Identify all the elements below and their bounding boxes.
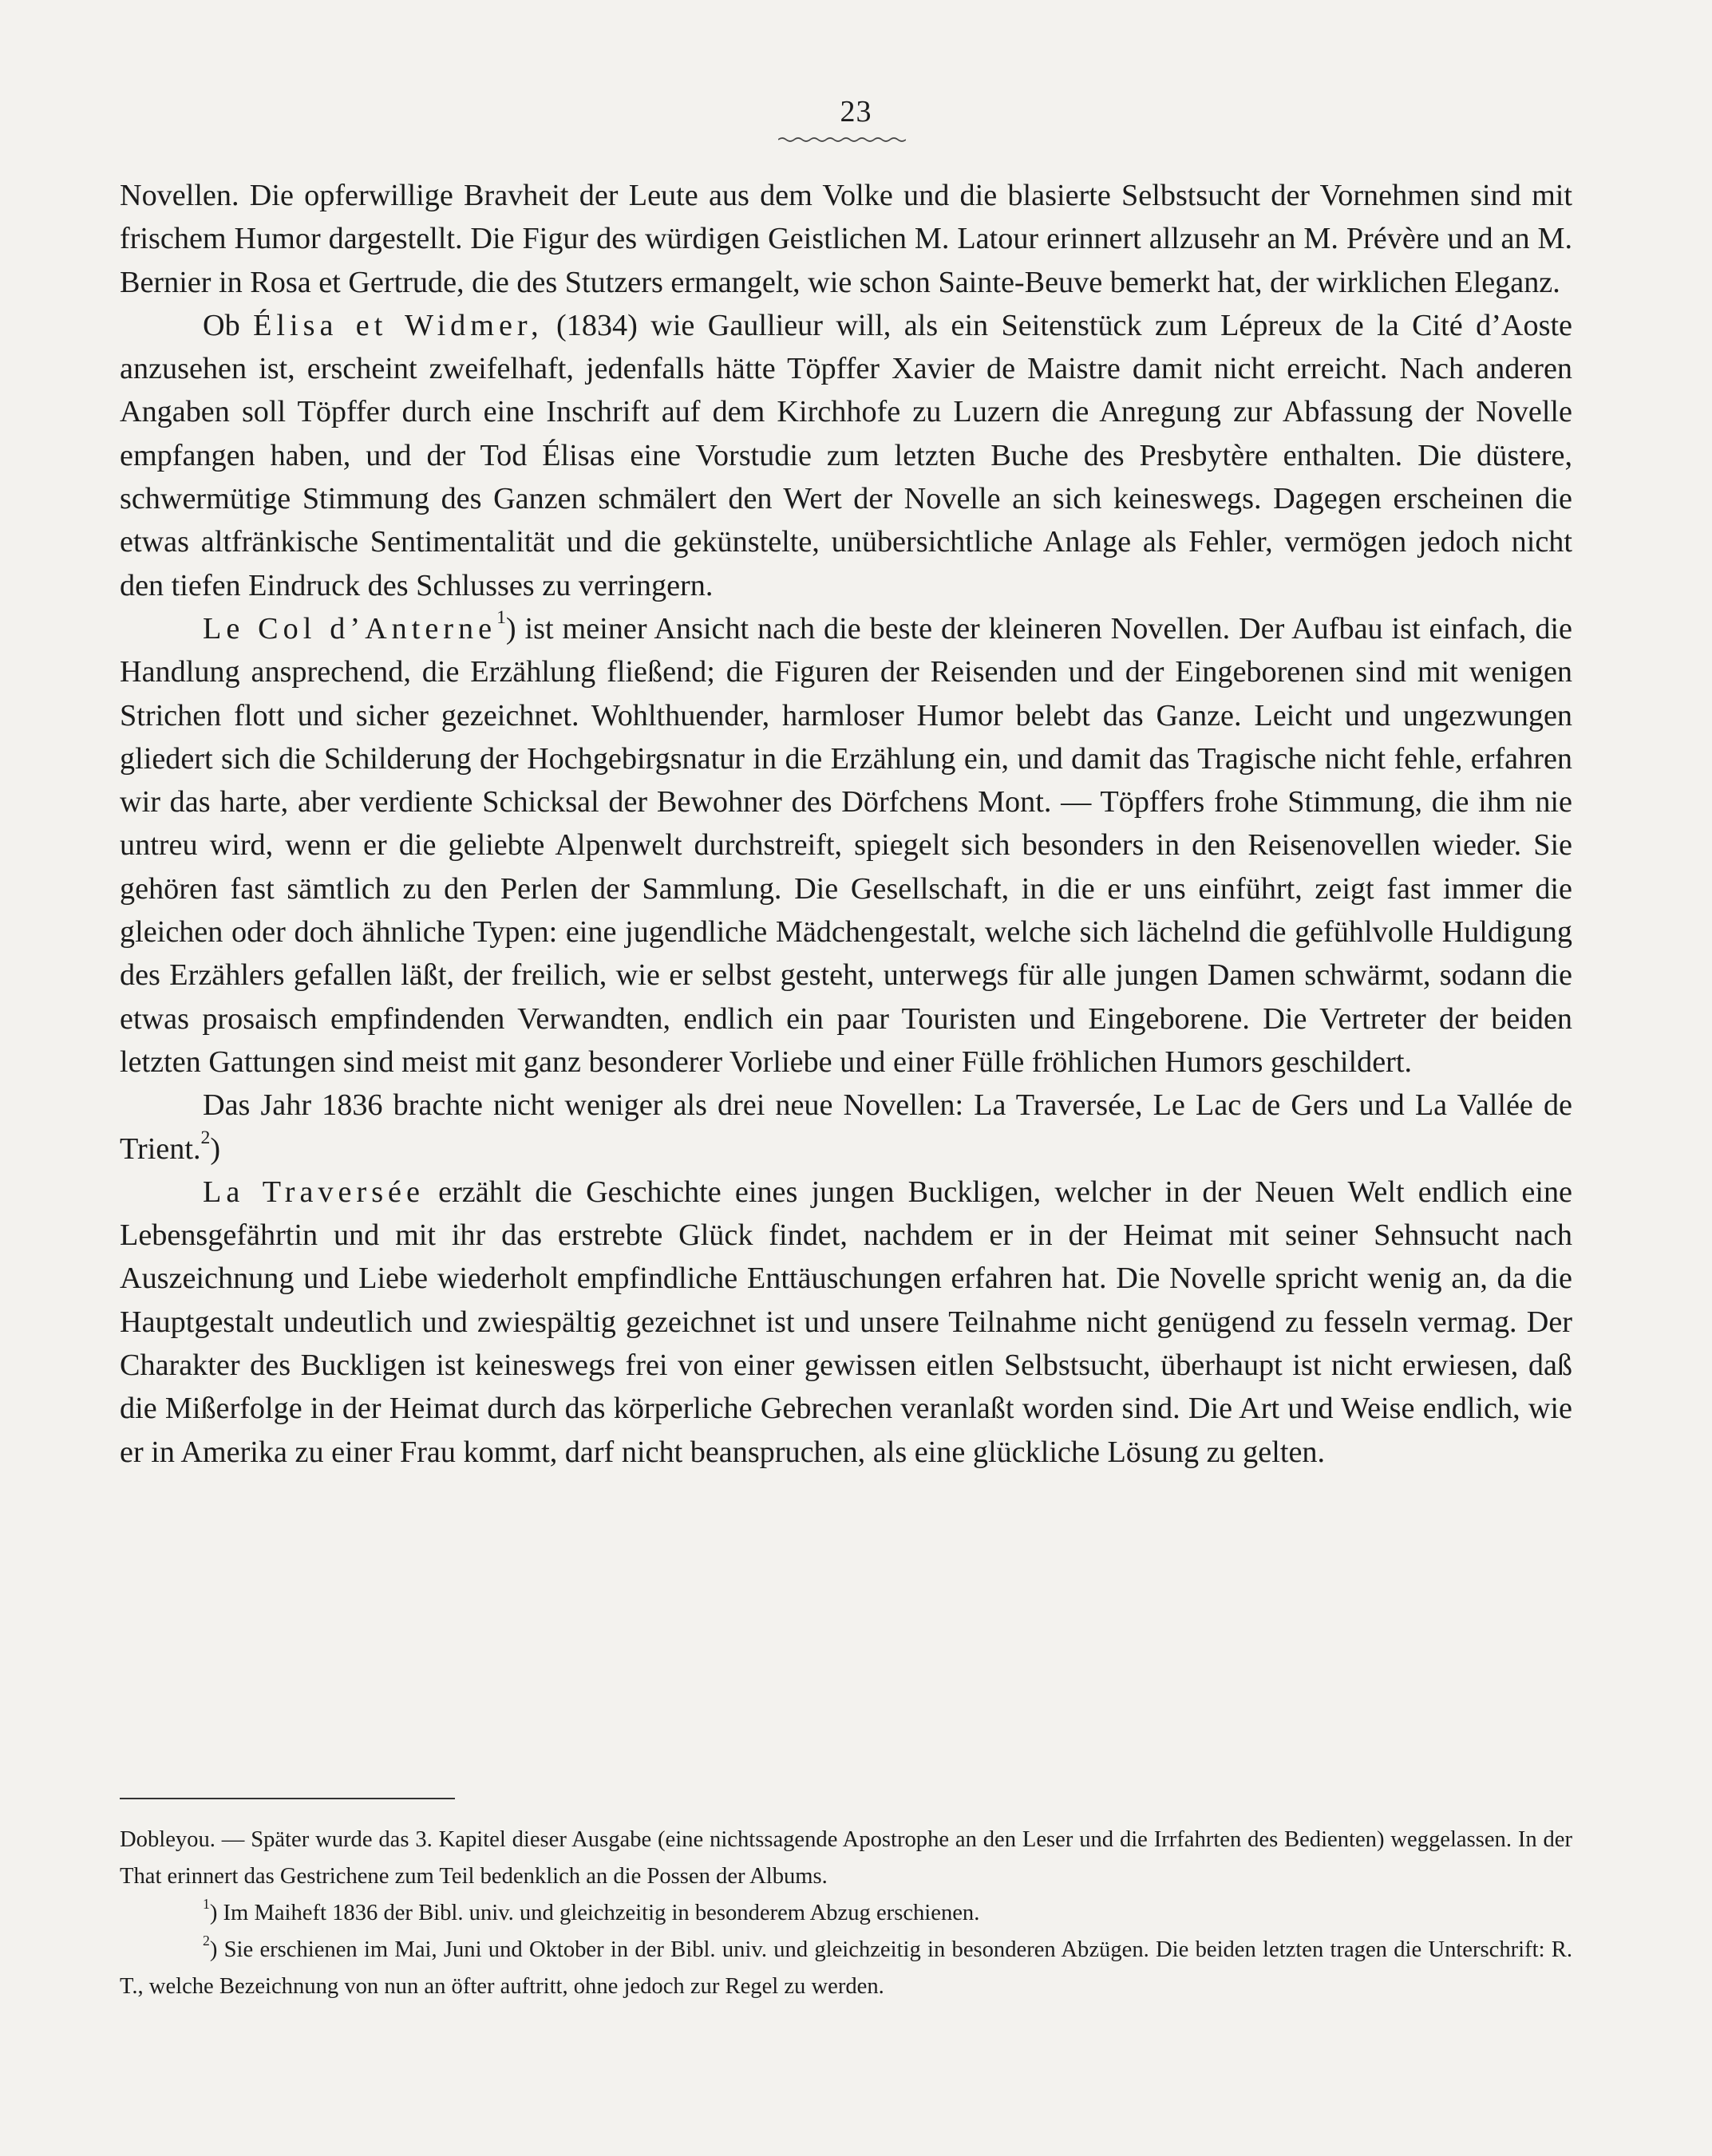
- footnote: [120, 1932, 1572, 2005]
- page-number: 23: [840, 95, 872, 128]
- footnote-marker: 1: [203, 1895, 210, 1912]
- text-run: ) ist meiner Ansicht nach die beste der kleineren Novellen. Der Aufbau ist einfach, die Handlung ansprechend, die Erzählung fließend; die Figuren der Reisenden und der Eingeborenen sind mit wenigen Strichen flott und sicher gezeichnet. Wohlthuender, harmloser Humor belebt das Ganze. Leicht und ungezwungen gliedert sich die Schilderung der Hochgebirgsnatur in die Erzählung ein, und damit das Tragische nicht fehle, erfahren wir das harte, aber verdiente Schicksal der Bewohner des Dörfchens Mont. — Töpffers frohe Stimmung, die ihm nie untreu wird, wenn er die geliebte Alpenwelt durchstreift, spiegelt sich besonders in den Reisenovellen wieder. Sie gehören fast sämtlich zu den Perlen der Sammlung. Die Gesellschaft, in die er uns einführt, zeigt fast immer die gleichen oder doch ähnliche Typen: eine jugendliche Mädchengestalt, welche sich lächelnd die gefühlvolle Huldigung des Erzählers gefallen läßt, der freilich, wie er selbst gesteht, unterwegs für alle jungen Damen schwärmt, sodann die etwas prosaisch empfindenden Verwandten, endlich ein paar Touristen und Eingeborene. Die Vertreter der beiden letzten Gattungen sind meist mit ganz besonderer Vorliebe und einer Fülle fröhlichen Humors geschildert.: [120, 611, 1572, 1079]
- footnotes: [120, 1822, 1572, 2005]
- text-run: Das Jahr 1836 brachte nicht weniger als drei neue Novellen: La Traversée, Le Lac de Gers und La Vallée de Trient.: [120, 1088, 1572, 1166]
- text-run: ): [210, 1131, 221, 1166]
- paragraph: [120, 607, 1572, 1084]
- paragraph: [120, 304, 1572, 607]
- paragraph: [120, 1084, 1572, 1171]
- footnote-marker: 2: [203, 1932, 210, 1949]
- main-text: [120, 174, 1572, 1474]
- spaced-title: Le Col d’Anterne: [203, 611, 497, 646]
- text-run: (1834) wie Gaullieur will, als ein Seitenstück zum Lépreux de la Cité d’Aoste anzusehen ist, erscheint zweifelhaft, jedenfalls hätte Töpffer Xavier de Maistre damit nicht erreicht. Nach anderen Angaben soll Töpffer durch eine Inschrift auf dem Kirchhofe zu Luzern die Anregung zur Abfassung der Novelle empfangen haben, und der Tod Élisas eine Vorstudie zum letzten Buche des Presbytère enthalten. Die düstere, schwermütige Stimmung des Ganzen schmälert den Wert der Novelle an sich keineswegs. Dagegen erscheinen die etwas altfränkische Sentimentalität und die gekünstelte, unübersichtliche Anlage als Fehler, vermögen jedoch nicht den tiefen Eindruck des Schlusses zu verringern.: [120, 308, 1573, 602]
- footnote: [120, 1822, 1572, 1895]
- paragraph: [120, 174, 1572, 304]
- text-run: Dobleyou. — Später wurde das 3. Kapitel dieser Ausgabe (eine nichtssagende Apostrophe an den Leser und die Irrfahrten des Bedienten) weggelassen. In der That erinnert das Gestrichene zum Teil bedenklich an die Possen der Albums.: [120, 1827, 1572, 1889]
- text-run: Ob: [203, 308, 254, 342]
- footnote-separator: [120, 1798, 455, 1799]
- text-run: ) Sie erschienen im Mai, Juni und Oktober in der Bibl. univ. und gleichzeitig in besonderen Abzügen. Die beiden letzten tragen die Unterschrift: R. T., welche Bezeichnung von nun an öfter auftritt, ohne jedoch zur Regel zu werden.: [120, 1937, 1572, 1999]
- spaced-title: Élisa et Widmer,: [253, 308, 544, 342]
- paragraph: [120, 1171, 1572, 1474]
- decorative-rule-ornament: [778, 136, 906, 144]
- footnote-marker: 2: [200, 1127, 211, 1148]
- text-run: erzählt die Geschichte eines jungen Buckligen, welcher in der Neuen Welt endlich eine Lebensgefährtin und mit ihr das erstrebte Glück findet, nachdem er in der Heimat mit seiner Sehnsucht nach Auszeichnung und Liebe wiederholt empfindliche Enttäuschungen erfahren hat. Die Novelle spricht wenig an, da die Hauptgestalt undeutlich und zwiespältig gezeichnet ist und unsere Teilnahme nicht genügend zu fesseln vermag. Der Charakter des Buckligen ist keineswegs frei von einer gewissen eitlen Selbstsucht, überhaupt ist nicht erwiesen, daß die Mißerfolge in der Heimat durch das körperliche Gebrechen veranlaßt worden sind. Die Art und Weise endlich, wie er in Amerika zu einer Frau kommt, darf nicht beanspruchen, als eine glückliche Lösung zu gelten.: [120, 1175, 1572, 1469]
- text-run: Novellen. Die opferwillige Bravheit der Leute aus dem Volke und die blasierte Selbstsucht der Vornehmen sind mit frischem Humor dargestellt. Die Figur des würdigen Geistlichen M. Latour erinnert allzusehr an M. Prévère und an M. Bernier in Rosa et Gertrude, die des Stutzers ermangelt, wie schon Sainte-Beuve bemerkt hat, der wirklichen Eleganz.: [120, 179, 1572, 299]
- footnote-marker: 1: [496, 607, 506, 629]
- text-run: ) Im Maiheft 1836 der Bibl. univ. und gleichzeitig in besonderem Abzug erschienen.: [209, 1901, 980, 1925]
- footnote: [120, 1895, 1572, 1932]
- spaced-title: La Traversée: [203, 1175, 425, 1209]
